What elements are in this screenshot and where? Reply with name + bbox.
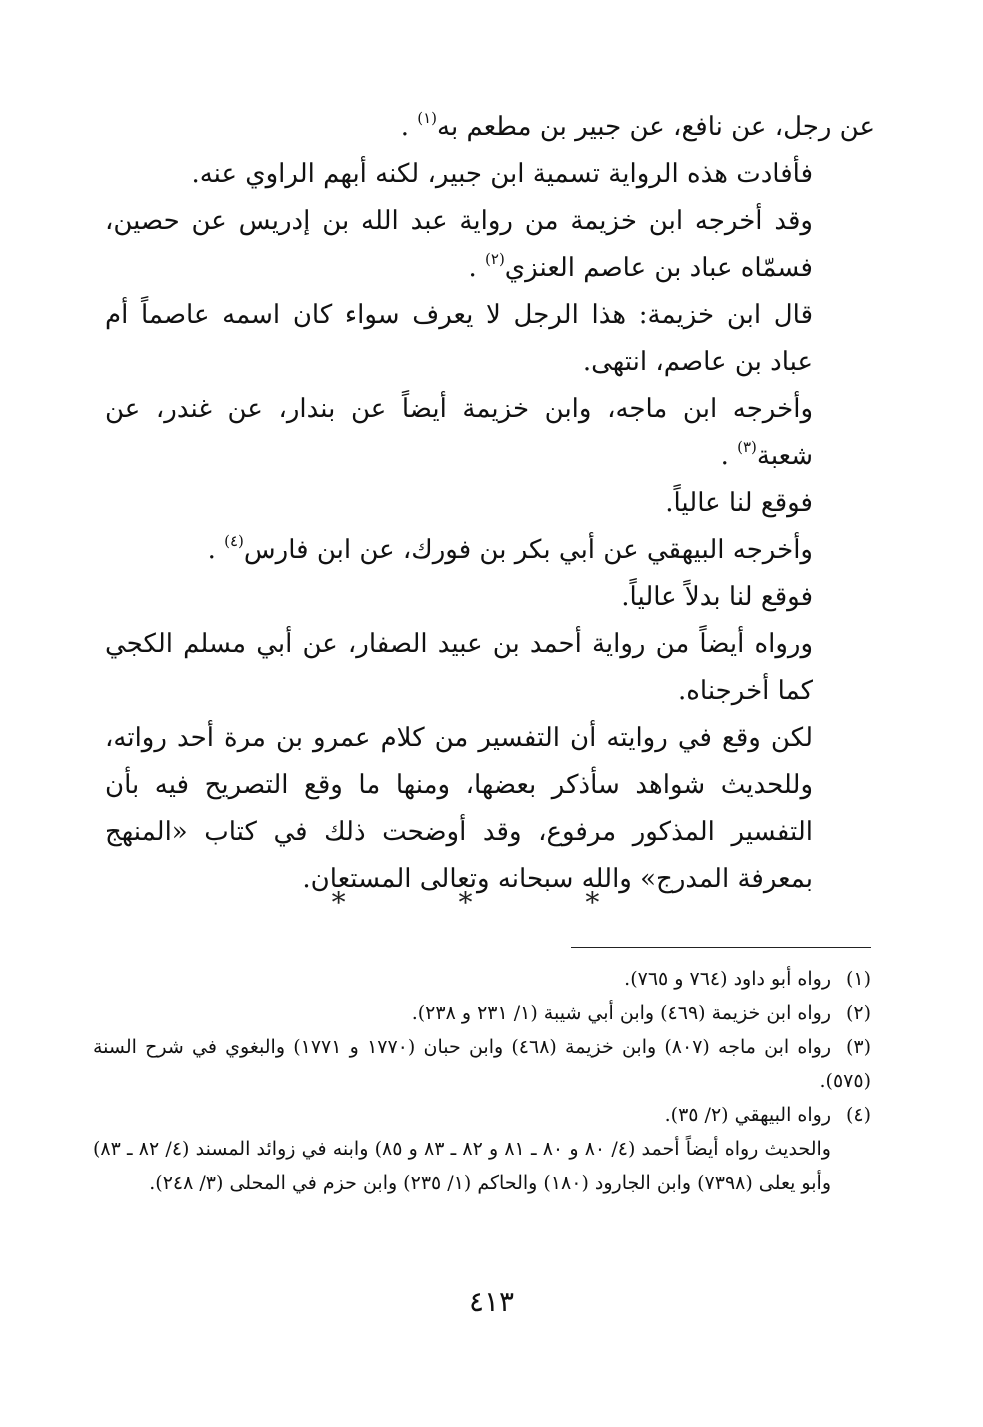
footnote-text: رواه أبو داود (٧٦٤ و ٧٦٥). — [624, 968, 831, 990]
footnote-text: رواه البيهقي (٢/ ٣٥). — [664, 1104, 831, 1126]
paragraph-7 — [105, 527, 875, 574]
footnote-number: (١) — [845, 968, 871, 990]
footnote-3 — [93, 1030, 871, 1098]
paragraph-3-text: وقد أخرجه ابن خزيمة من رواية عبد الله بن إدريس عن حصين، فسمّاه عباد بن عاصم العنزي — [105, 206, 813, 283]
paragraph-5-end: . — [720, 441, 729, 471]
paragraph-8: فوقع لنا بدلاً عالياً. — [621, 582, 813, 612]
footnote-number: (٢) — [845, 1002, 871, 1024]
paragraph-1-end: . — [400, 112, 409, 142]
footnote-text: رواه ابن خزيمة (٤٦٩) وابن أبي شيبة (١/ ٢٣١ و ٢٣٨). — [411, 1002, 831, 1024]
paragraph-9: ورواه أيضاً من رواية أحمد بن عبيد الصفار، عن أبي مسلم الكجي كما أخرجناه. — [105, 629, 813, 706]
paragraph-5 — [105, 386, 875, 480]
footnote-ref-2[interactable]: (٢) — [485, 250, 505, 268]
paragraph-3-end: . — [468, 253, 477, 283]
section-separator: * * * — [331, 886, 652, 919]
paragraph-1 — [105, 104, 875, 151]
footnote-4-continuation: والحديث رواه أيضاً أحمد (٤/ ٨٠ و ٨٠ ـ ٨١ و ٨٢ ـ ٨٣ و ٨٥) وابنه في زوائد المسند (٤/ ٨٢ ـ ٨٣) وأبو يعلى (٧٣٩٨) وابن الجارود (١٨٠) والحاكم (١/ ٢٣٥) وابن حزم في المحلى (٣/ ٢٤٨). — [93, 1138, 831, 1194]
page-number: ٤١٣ — [468, 1285, 515, 1318]
footnote-2 — [93, 996, 871, 1030]
footnote-text: رواه ابن ماجه (٨٠٧) وابن خزيمة (٤٦٨) وابن حبان (١٧٧٠ و ١٧٧١) والبغوي في شرح السنة (٥٧٥). — [93, 1036, 871, 1092]
footnote-number: (٤) — [845, 1104, 871, 1126]
footnote-ref-1[interactable]: (١) — [417, 109, 438, 127]
paragraph-4: قال ابن خزيمة: هذا الرجل لا يعرف سواء كان اسمه عاصماً أم عباد بن عاصم، انتهى. — [105, 300, 813, 377]
footnote-number: (٣) — [845, 1036, 871, 1058]
footnote-4 — [93, 1098, 871, 1132]
paragraph-7-text: وأخرجه البيهقي عن أبي بكر بن فورك، عن ابن فارس — [243, 535, 813, 565]
paragraph-1-text: عن رجل، عن نافع، عن جبير بن مطعم به — [437, 112, 875, 142]
footnote-1 — [93, 962, 871, 996]
footnote-ref-4[interactable]: (٤) — [224, 532, 244, 550]
paragraph-2: فأفادت هذه الرواية تسمية ابن جبير، لكنه أبهم الراوي عنه. — [191, 159, 813, 189]
paragraph-6: فوقع لنا عالياً. — [665, 488, 813, 518]
paragraph-10: لكن وقع في روايته أن التفسير من كلام عمرو بن مرة أحد رواته، وللحديث شواهد سأذكر بعضها، ومنها ما وقع التصريح فيه بأن التفسير المذكور مرفوع، وقد أوضحت ذلك في كتاب «المنهج بمعرفة المدرج» والله سبحانه وتعالى المستعان. — [105, 723, 813, 894]
paragraph-3 — [105, 198, 875, 292]
paragraph-5-text: وأخرجه ابن ماجه، وابن خزيمة أيضاً عن بندار، عن غندر، عن شعبة — [105, 394, 813, 471]
paragraph-7-end: . — [207, 535, 216, 565]
footnote-ref-3[interactable]: (٣) — [737, 438, 757, 456]
main-text — [105, 104, 875, 903]
footnote-divider — [571, 947, 871, 948]
footnotes — [93, 962, 871, 1200]
